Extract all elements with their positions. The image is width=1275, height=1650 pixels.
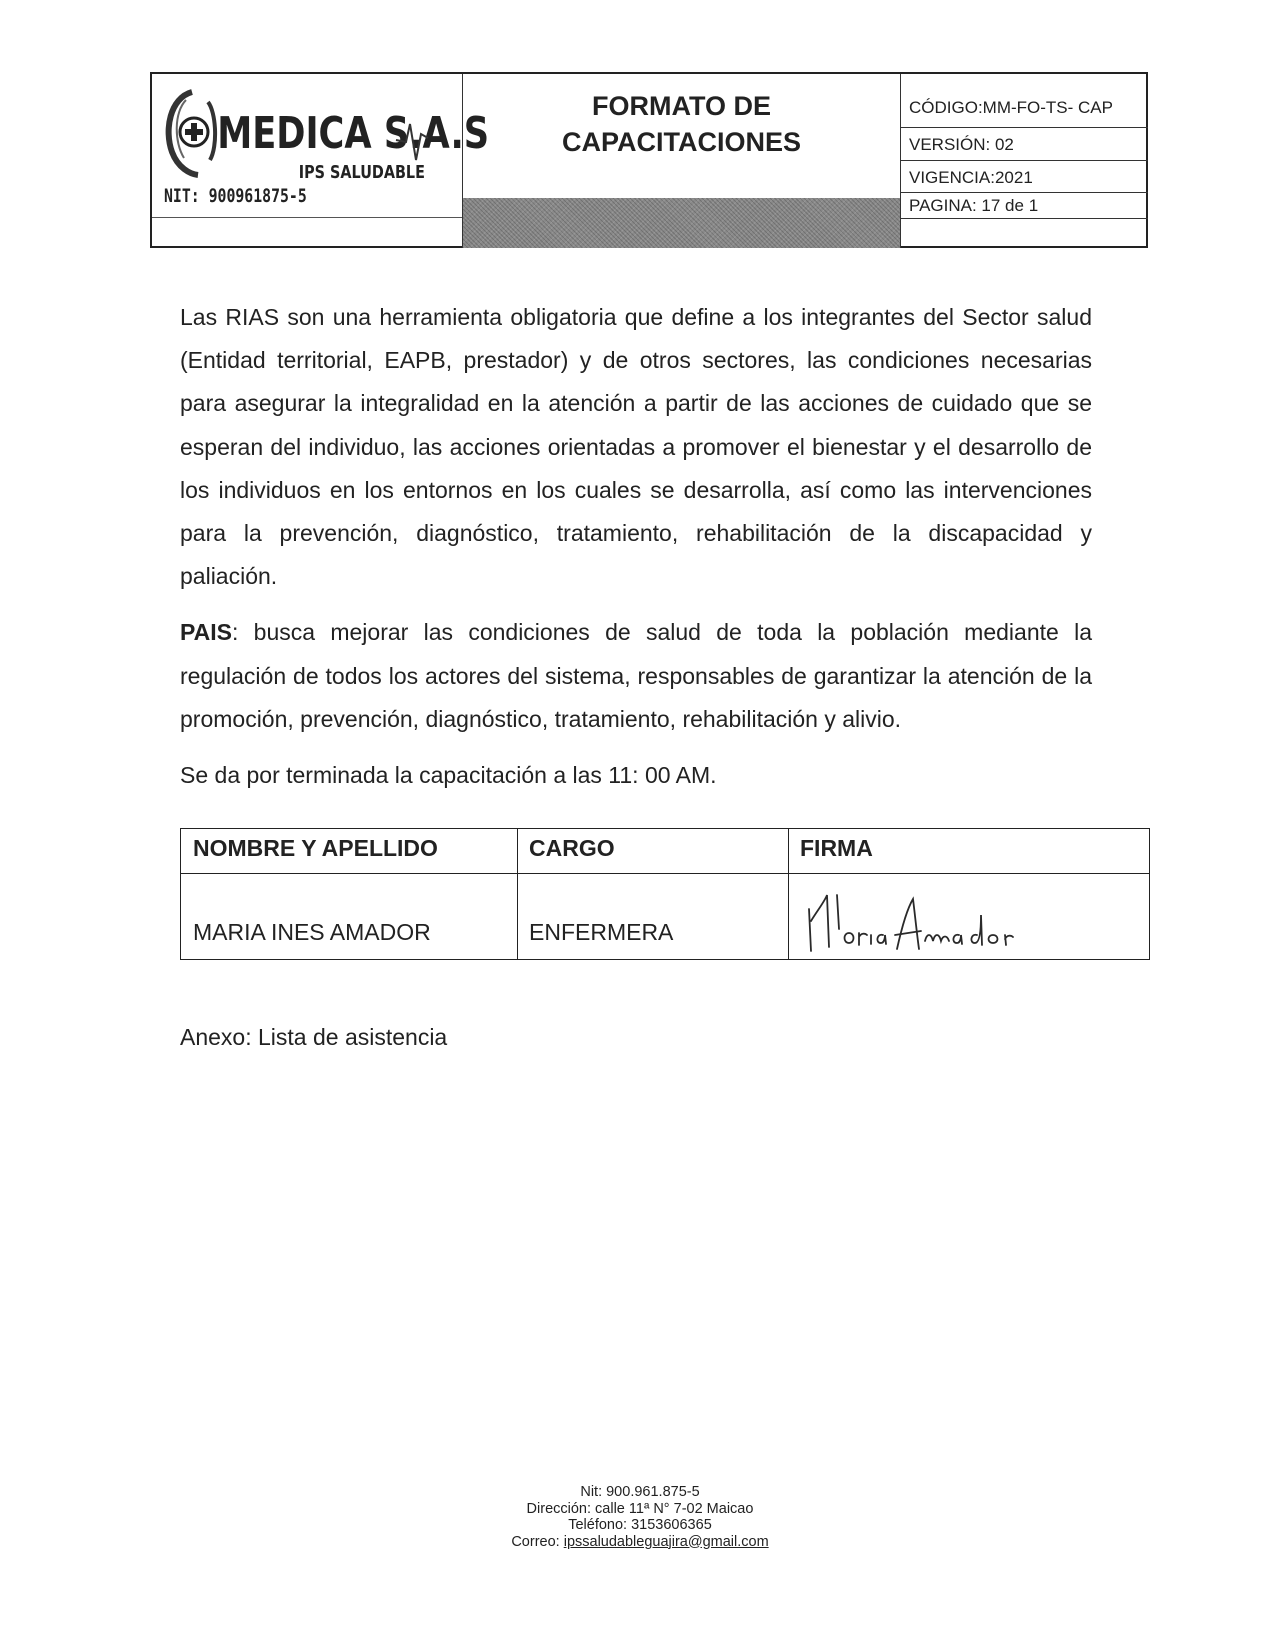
footer-direccion: Dirección: calle 11ª N° 7-02 Maicao (526, 1500, 754, 1517)
footer-telefono: Teléfono: 3153606365 (568, 1517, 712, 1533)
footer-correo (400, 1534, 880, 1551)
table-col-divider-1 (517, 829, 518, 959)
document-title (463, 88, 900, 160)
table-col-divider-2 (788, 829, 789, 959)
title-line-2: CAPACITACIONES (561, 127, 801, 157)
vigencia-field: VIGENCIA:2021 (901, 161, 1148, 193)
document-footer (400, 1484, 880, 1550)
title-cell (463, 74, 901, 248)
body-text (180, 296, 1092, 797)
paragraph-pais (180, 611, 1092, 741)
footer-email-link[interactable]: ipssaludableguajira@gmail.com (563, 1533, 769, 1550)
handwritten-signature (797, 881, 1047, 957)
version-field: VERSIÓN: 02 (901, 128, 1148, 161)
paragraph-rias: Las RIAS son una herramienta obligatoria que define a los integrantes del Sector salud (Entidad territorial, EAPB, prestador) y de otros sectores, las condiciones necesarias para asegurar la integralidad en la atención a partir de las acciones de cuidado que se esperan del individuo, las acciones orientadas a promover el bienestar y el desarrollo de los individuos en los entornos en los cuales se desarrolla, así como las intervenciones para la prevención, diagnóstico, tratamiento, rehabilitación de la discapacidad y paliación. (180, 304, 1092, 590)
pais-text: : busca mejorar las condiciones de salud de toda la población mediante la regulación de todos los actores del sistema, responsables de garantizar la atención de la promoción, prevención, diagnóstico, tratamiento, rehabilitación y alivio. (180, 619, 1092, 732)
logo-cell (152, 74, 490, 248)
scan-shaded-bar (463, 198, 900, 248)
header-nombre: NOMBRE Y APELLIDO (193, 835, 438, 861)
footer-nit: Nit: 900.961.875-5 (580, 1484, 700, 1500)
medica-logo (158, 80, 490, 190)
logo-tagline-text: IPS SALUDABLE (298, 161, 425, 183)
pais-lead: PAIS (180, 619, 232, 646)
title-line-1: FORMATO DE (592, 91, 771, 121)
logo-nit: NIT: 900961875-5 (164, 185, 307, 207)
document-header (150, 72, 1148, 248)
header-firma: FIRMA (800, 835, 873, 861)
cell-cargo: ENFERMERA (529, 919, 674, 945)
attendance-table (180, 828, 1150, 960)
logo-cell-divider (152, 217, 462, 218)
footer-correo-label: Correo: (511, 1533, 564, 1550)
cell-nombre: MARIA INES AMADOR (193, 919, 431, 945)
table-header-divider (181, 873, 1149, 874)
meta-cell (901, 74, 1148, 248)
logo-name-text: MEDICA S.A.S (217, 108, 490, 160)
paragraph-closing: Se da por terminada la capacitación a las 11: 00 AM. (180, 762, 717, 789)
codigo-field: CÓDIGO:MM-FO-TS- CAP (901, 74, 1148, 128)
annex-note: Anexo: Lista de asistencia (180, 1024, 448, 1050)
pagina-field: PAGINA: 17 de 1 (901, 193, 1148, 219)
header-cargo: CARGO (529, 835, 615, 861)
